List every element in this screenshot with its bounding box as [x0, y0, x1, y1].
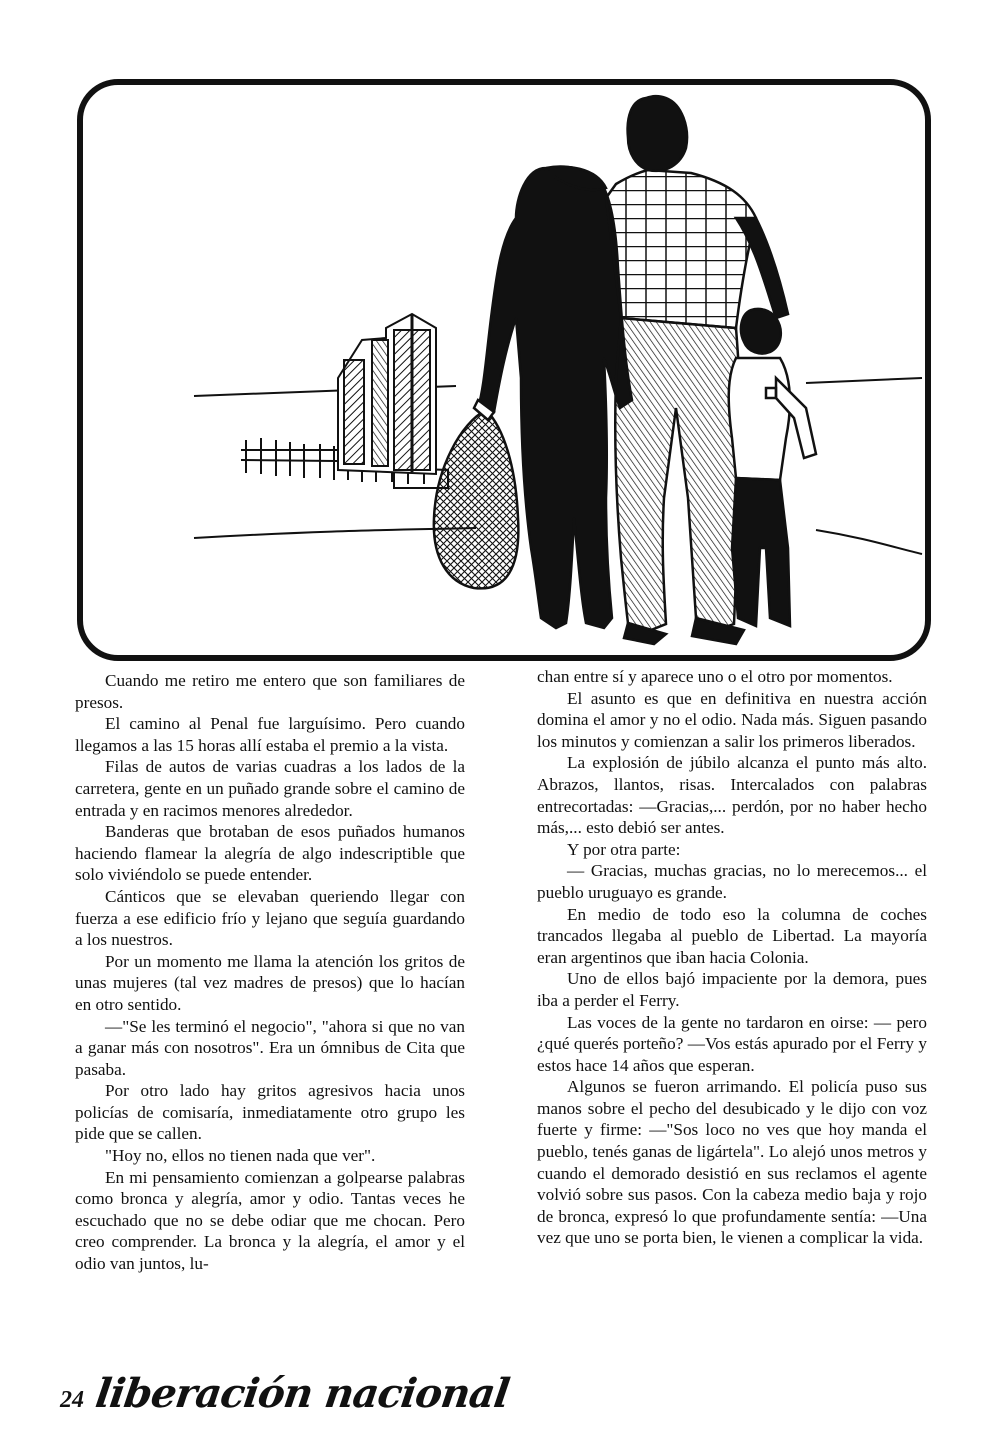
paragraph: Algunos se fueron arrimando. El policía puso sus manos sobre el pecho del desubicado y le dijo con voz fuerte y firme: —"Sos loco no ves que hoy manda el pueblo, tenés ganas de ligártela". Lo alejó unos metros y cuando el demorado desistió en sus reclamos el agente volvió sobre sus pasos. Con la cabeza medio baja y rojo de bronca, expresó lo que profundamente sentía: —Una vez que uno se porta bien, le vienen a complicar la vida.	[537, 1077, 927, 1248]
paragraph: Por otro lado hay gritos agresivos hacia unos policías de comisaría, inmediatamente otro grupo les pide que se callen.	[75, 1081, 465, 1144]
paragraph: Cánticos que se elevaban queriendo llegar con fuerza a ese edificio frío y lejano que seguía guardando a los nuestros.	[75, 886, 465, 950]
paragraph: En medio de todo eso la columna de coches trancados llegaba al pueblo de Libertad. La mayoría eran argentinos que iban hacia Colonia.	[537, 904, 927, 967]
masthead-logo: liberación nacional	[92, 1370, 512, 1417]
ink-drawing-family-icon	[76, 78, 932, 662]
paragraph: Cuando me retiro me entero que son familiares de presos.	[75, 671, 465, 712]
left-column	[75, 670, 465, 1275]
paragraph: — Gracias, muchas gracias, no lo merecemos... el pueblo uruguayo es grande.	[537, 861, 927, 902]
paragraph: La explosión de júbilo alcanza el punto más alto. Abrazos, llantos, risas. Intercalados con palabras entrecortadas: —Gracias,... perdón, por no haber hecho más,... esto debió ser antes.	[537, 753, 927, 838]
paragraph: Y por otra parte:	[567, 839, 681, 859]
paragraph-continuation: chan entre sí y aparece uno o el otro por momentos.	[537, 667, 893, 686]
paragraph: —"Se les terminó el negocio", "ahora si que no van a ganar más con nosotros". Era un ómnibus de Cita que pasaba.	[75, 1016, 465, 1079]
paragraph: Banderas que brotaban de esos puñados humanos haciendo flamear la alegría de algo indescriptible que solo viviéndolo se puede entender.	[75, 822, 465, 885]
illustration	[76, 78, 932, 662]
paragraph: Las voces de la gente no tardaron en oirse: — pero ¿qué querés porteño? —Vos estás apurado por el Ferry y estos hace 14 años que esperan.	[537, 1012, 927, 1075]
paragraph: El asunto es que en definitiva en nuestra acción domina el amor y no el odio. Nada más. Siguen pasando los minutos y comienzan a salir los primeros liberados.	[537, 688, 927, 751]
paragraph: Filas de autos de varias cuadras a los lados de la carretera, gente en un puñado grande sobre el camino de entrada y en racimos menores alrededor.	[75, 757, 465, 820]
page-number: 24	[60, 1387, 84, 1413]
paragraph: En mi pensamiento comienzan a golpearse palabras como bronca y alegría, amor y odio. Tantas veces he escuchado que no se debe odiar que me chocan. Pero creo comprender. La bronca y la alegría, el amor y el odio van juntos, lu-	[75, 1167, 465, 1274]
paragraph: "Hoy no, ellos no tienen nada que ver".	[105, 1146, 376, 1166]
right-column	[537, 666, 927, 1249]
page-footer	[60, 1370, 512, 1430]
paragraph: Uno de ellos bajó impaciente por la demora, pues iba a perder el Ferry.	[537, 969, 927, 1010]
paragraph: Por un momento me llama la atención los gritos de unas mujeres (tal vez madres de presos) que lo hacían en otro sentido.	[75, 951, 465, 1014]
paragraph: El camino al Penal fue larguísimo. Pero cuando llegamos a las 15 horas allí estaba el premio a la vista.	[75, 714, 465, 755]
